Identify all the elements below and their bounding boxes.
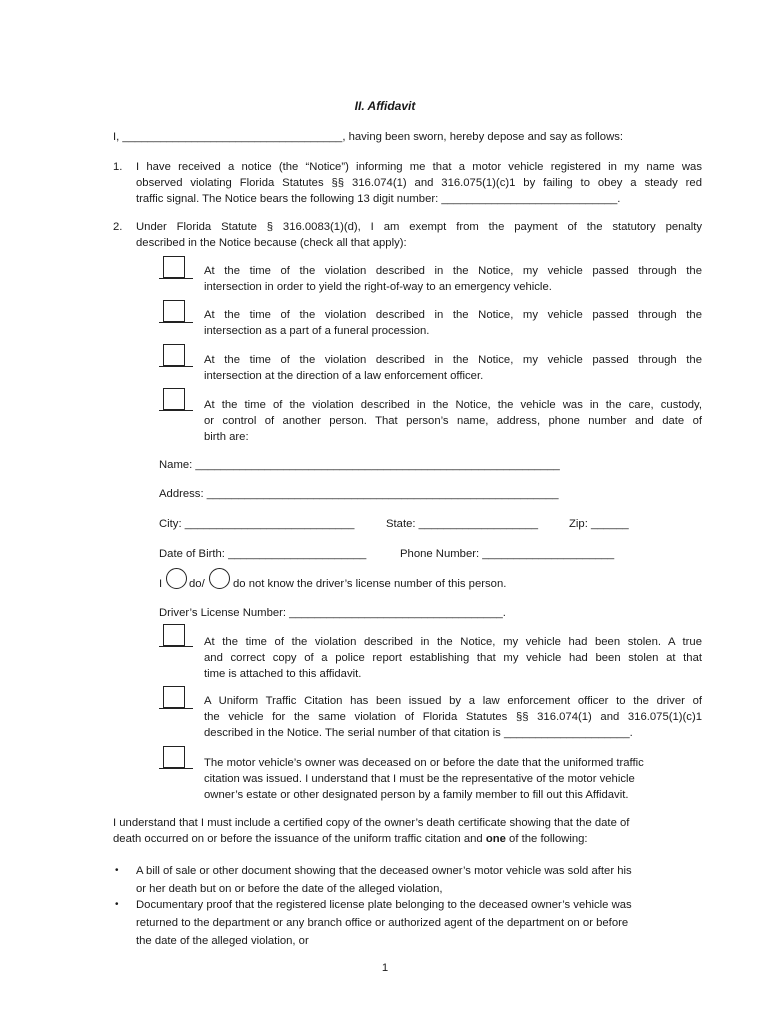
checkbox-emergency-vehicle[interactable]	[163, 256, 185, 278]
checkbox-citation-issued[interactable]	[163, 686, 185, 708]
radio-do-not-know[interactable]	[209, 568, 230, 589]
zip-field[interactable]: Zip: ______	[569, 518, 629, 530]
page-number: 1	[381, 962, 389, 974]
bullet-line: or her death but on or before the date of the alleged violation,	[136, 883, 443, 895]
bullet-line: A bill of sale or other document showing that the deceased owner’s motor vehicle was sold after his	[136, 865, 632, 877]
option-line: intersection as a part of a funeral procession.	[204, 325, 430, 337]
option-vehicle-stolen	[204, 634, 702, 682]
name-field[interactable]: Name: __________________________________________________________	[159, 459, 560, 471]
checkbox-line	[159, 278, 193, 279]
bullet-bill-of-sale	[136, 862, 632, 898]
item-2-number: 2.	[113, 221, 123, 233]
option-line: At the time of the violation described in the Notice, my vehicle passed through the	[204, 309, 702, 321]
option-emergency-vehicle	[204, 263, 702, 295]
checkbox-line	[159, 646, 193, 647]
checkbox-vehicle-stolen[interactable]	[163, 624, 185, 646]
option-line: the vehicle for the same violation of Florida Statutes §§ 316.074(1) and 316.075(1)(c)1	[204, 711, 702, 723]
dob-field[interactable]: Date of Birth: ______________________	[159, 548, 367, 560]
checkbox-owner-deceased[interactable]	[163, 746, 185, 768]
death-certificate-paragraph	[113, 815, 629, 847]
option-law-enforcement	[204, 352, 702, 384]
phone-field[interactable]: Phone Number: _____________________	[400, 548, 615, 560]
item-1-text	[136, 159, 702, 207]
option-line: The motor vehicle’s owner was deceased on or before the date that the uniformed traffic	[204, 757, 644, 769]
option-owner-deceased	[204, 755, 702, 803]
option-line: described in the Notice. The serial number of that citation is ____________________.	[204, 727, 633, 739]
item-2-line-2: described in the Notice because (check all that apply):	[136, 237, 407, 249]
option-line: At the time of the violation described in the Notice, the vehicle was in the care, custody,	[204, 399, 702, 411]
item-1-number: 1.	[113, 161, 123, 173]
checkbox-line	[159, 410, 193, 411]
option-line: or control of another person. That person’s name, address, phone number and date of	[204, 415, 702, 427]
emphasis-one: one	[485, 833, 506, 845]
option-line: intersection in order to yield the right-of-way to an emergency vehicle.	[204, 281, 552, 293]
checkbox-another-person[interactable]	[163, 388, 185, 410]
drivers-license-field[interactable]: Driver’s License Number: __________________________________.	[159, 607, 506, 619]
license-knowledge-do: do/	[189, 578, 205, 590]
option-citation-issued	[204, 693, 702, 741]
bullet-line: returned to the department or any branch office or authorized agent of the department on or before	[136, 917, 629, 929]
item-2-text	[136, 219, 702, 251]
checkbox-line	[159, 322, 193, 323]
option-funeral-procession	[204, 307, 702, 339]
paragraph-line-2	[113, 831, 629, 847]
option-line: At the time of the violation described in the Notice, my vehicle had been stolen. A true	[204, 636, 702, 648]
option-line: A Uniform Traffic Citation has been issued by a law enforcement officer to the driver of	[204, 695, 702, 707]
state-field[interactable]: State: ___________________	[386, 518, 539, 530]
option-line: owner’s estate or other designated person by a family member to fill out this Affidavit.	[204, 789, 629, 801]
bullet-line: Documentary proof that the registered license plate belonging to the deceased owner’s vehicle was	[136, 899, 632, 911]
option-another-person	[204, 397, 702, 445]
option-line: birth are:	[204, 431, 249, 443]
license-knowledge-text: do not know the driver’s license number of this person.	[233, 578, 507, 590]
option-line: and correct copy of a police report establishing that my vehicle had been stolen at that	[204, 652, 702, 664]
page-title: II. Affidavit	[354, 99, 416, 113]
checkbox-funeral-procession[interactable]	[163, 300, 185, 322]
option-line: intersection at the direction of a law enforcement officer.	[204, 370, 484, 382]
bullet-mark: •	[115, 865, 119, 876]
paragraph-text: death occurred on or before the issuance of the uniform traffic citation and	[113, 833, 486, 845]
paragraph-text: of the following:	[505, 833, 588, 845]
option-line: At the time of the violation described in the Notice, my vehicle passed through the	[204, 265, 702, 277]
intro-line: I, ___________________________________, having been sworn, hereby depose and say as follows:	[113, 131, 624, 143]
address-field[interactable]: Address: ________________________________________________________	[159, 488, 559, 500]
bullet-line: the date of the alleged violation, or	[136, 935, 309, 947]
city-field[interactable]: City: ___________________________	[159, 518, 355, 530]
option-line: At the time of the violation described in the Notice, my vehicle passed through the	[204, 354, 702, 366]
checkbox-line	[159, 768, 193, 769]
radio-do-know[interactable]	[166, 568, 187, 589]
license-knowledge-i: I	[159, 578, 163, 590]
paragraph-line-1: I understand that I must include a certified copy of the owner’s death certificate showing that the date of	[113, 817, 630, 829]
checkbox-law-enforcement[interactable]	[163, 344, 185, 366]
item-1-line-3: traffic signal. The Notice bears the following 13 digit number: ____________________________.	[136, 193, 621, 205]
bullet-mark: •	[115, 899, 119, 910]
checkbox-line	[159, 366, 193, 367]
item-1-line-1: I have received a notice (the “Notice”) informing me that a motor vehicle registered in my name was	[136, 161, 702, 173]
item-1-line-2: observed violating Florida Statutes §§ 316.074(1) and 316.075(1)(c)1 by failing to obey a steady red	[136, 177, 702, 189]
item-2-line-1: Under Florida Statute § 316.0083(1)(d), I am exempt from the payment of the statutory penalty	[136, 221, 702, 233]
option-line: time is attached to this affidavit.	[204, 668, 362, 680]
checkbox-line	[159, 708, 193, 709]
option-line: citation was issued. I understand that I must be the representative of the motor vehicle	[204, 773, 635, 785]
bullet-license-plate	[136, 896, 632, 950]
